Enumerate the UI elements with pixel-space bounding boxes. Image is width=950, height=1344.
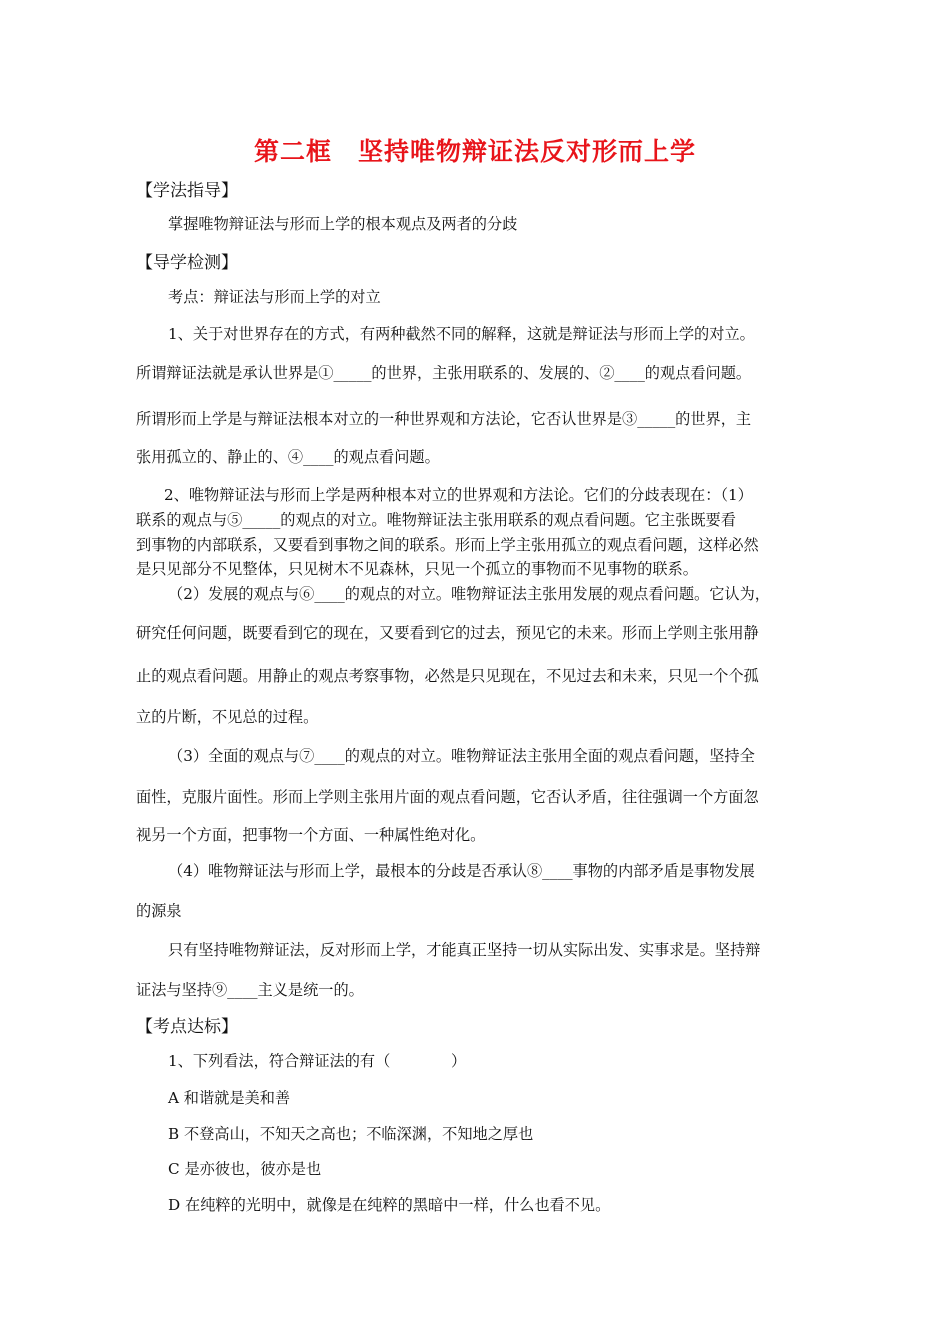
option-a: A 和谐就是美和善	[168, 1089, 291, 1107]
p5-line-1: 只有坚持唯物辩证法，反对形而上学，才能真正坚持一切从实际出发、实事求是。坚持辩	[168, 941, 761, 959]
q2-line-3: 到事物的内部联系，又要看到事物之间的联系。形而上学主张用孤立的观点看问题，这样必然	[136, 536, 759, 554]
p2-line-2: 研究任何问题，既要看到它的现在，又要看到它的过去，预见它的未来。形而上学则主张用静	[136, 624, 759, 642]
p5-line-2: 证法与坚持⑨____主义是统一的。	[136, 981, 364, 999]
q2-line-4: 是只见部分不见整体，只见树木不见森林，只见一个孤立的事物而不见事物的联系。	[136, 560, 698, 578]
q2-line-2: 联系的观点与⑤_____的观点的对立。唯物辩证法主张用联系的观点看问题。它主张既要看	[136, 511, 736, 529]
heading-study-method: 【学法指导】	[136, 181, 238, 201]
p2-line-1: （2）发展的观点与⑥____的观点的对立。唯物辩证法主张用发展的观点看问题。它认为，	[168, 585, 770, 603]
q2-line-1: 2、唯物辩证法与形而上学是两种根本对立的世界观和方法论。它们的分歧表现在：（1）	[164, 486, 753, 504]
p2-line-4: 立的片断，不见总的过程。	[136, 708, 319, 726]
p3-line-1: （3）全面的观点与⑦____的观点的对立。唯物辩证法主张用全面的观点看问题，坚持全	[168, 747, 755, 765]
p4-line-1: （4）唯物辩证法与形而上学，最根本的分歧是否承认⑧____事物的内部矛盾是事物发展	[168, 862, 755, 880]
p3-line-2: 面性，克服片面性。形而上学则主张用片面的观点看问题，它否认矛盾，往往强调一个方面忽	[136, 788, 759, 806]
q1-line-1: 1、关于对世界存在的方式，有两种截然不同的解释，这就是辩证法与形而上学的对立。	[168, 325, 755, 343]
q1-line-4: 张用孤立的、静止的、④____的观点看问题。	[136, 448, 440, 466]
option-d: D 在纯粹的光明中，就像是在纯粹的黑暗中一样，什么也看不见。	[168, 1196, 611, 1214]
p3-line-3: 视另一个方面，把事物一个方面、一种属性绝对化。	[136, 826, 486, 844]
exam-question-1: 1、下列看法，符合辩证法的有（ ）	[168, 1052, 467, 1070]
p2-line-3: 止的观点看问题。用静止的观点考察事物，必然是只见现在，不见过去和未来，只见一个个孤	[136, 667, 759, 685]
q1-line-3: 所谓形而上学是与辩证法根本对立的一种世界观和方法论，它否认世界是③_____的世界，主	[136, 410, 752, 428]
q1-line-2: 所谓辩证法就是承认世界是①_____的世界，主张用联系的、发展的、②____的观点看问题。	[136, 364, 752, 382]
heading-exam: 【考点达标】	[136, 1017, 238, 1037]
p4-line-2: 的源泉	[136, 902, 182, 920]
kaodian-text: 考点：辩证法与形而上学的对立	[168, 288, 381, 306]
option-c: C 是亦彼也，彼亦是也	[168, 1160, 322, 1178]
study-method-text: 掌握唯物辩证法与形而上学的根本观点及两者的分歧	[168, 215, 518, 233]
heading-guide-check: 【导学检测】	[136, 253, 238, 273]
page-title: 第二框 坚持唯物辩证法反对形而上学	[253, 137, 696, 166]
option-b: B 不登高山，不知天之高也；不临深渊，不知地之厚也	[168, 1125, 534, 1143]
